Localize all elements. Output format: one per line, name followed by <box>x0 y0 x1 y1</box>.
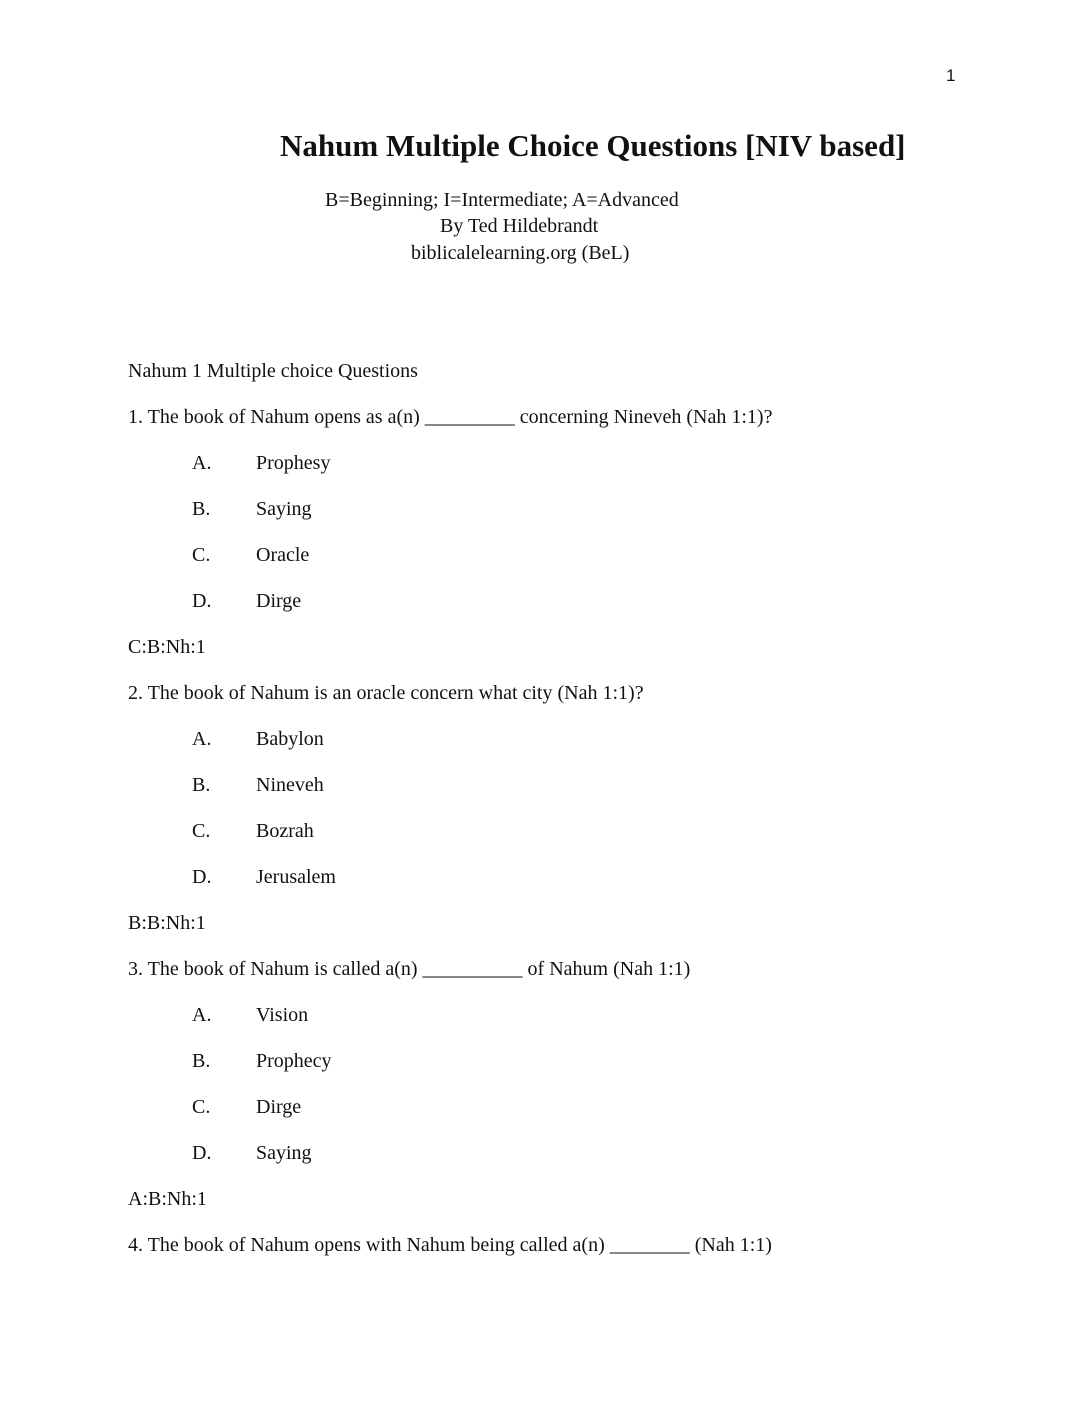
question-text: 1. The book of Nahum opens as a(n) _________ concerning Nineveh (Nah 1:1)? <box>128 406 773 428</box>
option-letter: A. <box>192 1004 212 1026</box>
option-text: Dirge <box>256 1096 302 1118</box>
option-text: Prophesy <box>256 452 331 474</box>
question-text: 2. The book of Nahum is an oracle concern what city (Nah 1:1)? <box>128 682 644 704</box>
option-text: Prophecy <box>256 1050 332 1072</box>
option-text: Nineveh <box>256 774 324 796</box>
option-letter: D. <box>192 1142 212 1164</box>
option-letter: B. <box>192 498 211 520</box>
option-text: Oracle <box>256 544 310 566</box>
option-letter: D. <box>192 866 212 888</box>
option-text: Babylon <box>256 728 324 750</box>
answer-key: C:B:Nh:1 <box>128 636 206 658</box>
option-letter: B. <box>192 1050 211 1072</box>
option-text: Dirge <box>256 590 302 612</box>
question-text: 3. The book of Nahum is called a(n) __________ of Nahum (Nah 1:1) <box>128 958 691 980</box>
option-letter: A. <box>192 452 212 474</box>
option-letter: D. <box>192 590 212 612</box>
option-letter: C. <box>192 1096 211 1118</box>
option-text: Vision <box>256 1004 309 1026</box>
page-number: 1 <box>946 66 956 85</box>
website-line: biblicalelearning.org (BeL) <box>411 242 630 264</box>
question-text: 4. The book of Nahum opens with Nahum being called a(n) ________ (Nah 1:1) <box>128 1234 772 1256</box>
answer-key: B:B:Nh:1 <box>128 912 206 934</box>
option-letter: C. <box>192 820 211 842</box>
option-text: Saying <box>256 498 312 520</box>
option-text: Bozrah <box>256 820 314 842</box>
option-text: Saying <box>256 1142 312 1164</box>
option-letter: B. <box>192 774 211 796</box>
option-letter: A. <box>192 728 212 750</box>
section-heading: Nahum 1 Multiple choice Questions <box>128 360 418 382</box>
answer-key: A:B:Nh:1 <box>128 1188 207 1210</box>
option-text: Jerusalem <box>256 866 336 888</box>
author-line: By Ted Hildebrandt <box>440 215 599 237</box>
level-legend: B=Beginning; I=Intermediate; A=Advanced <box>325 189 679 211</box>
document-title: Nahum Multiple Choice Questions [NIV based] <box>280 128 906 163</box>
option-letter: C. <box>192 544 211 566</box>
